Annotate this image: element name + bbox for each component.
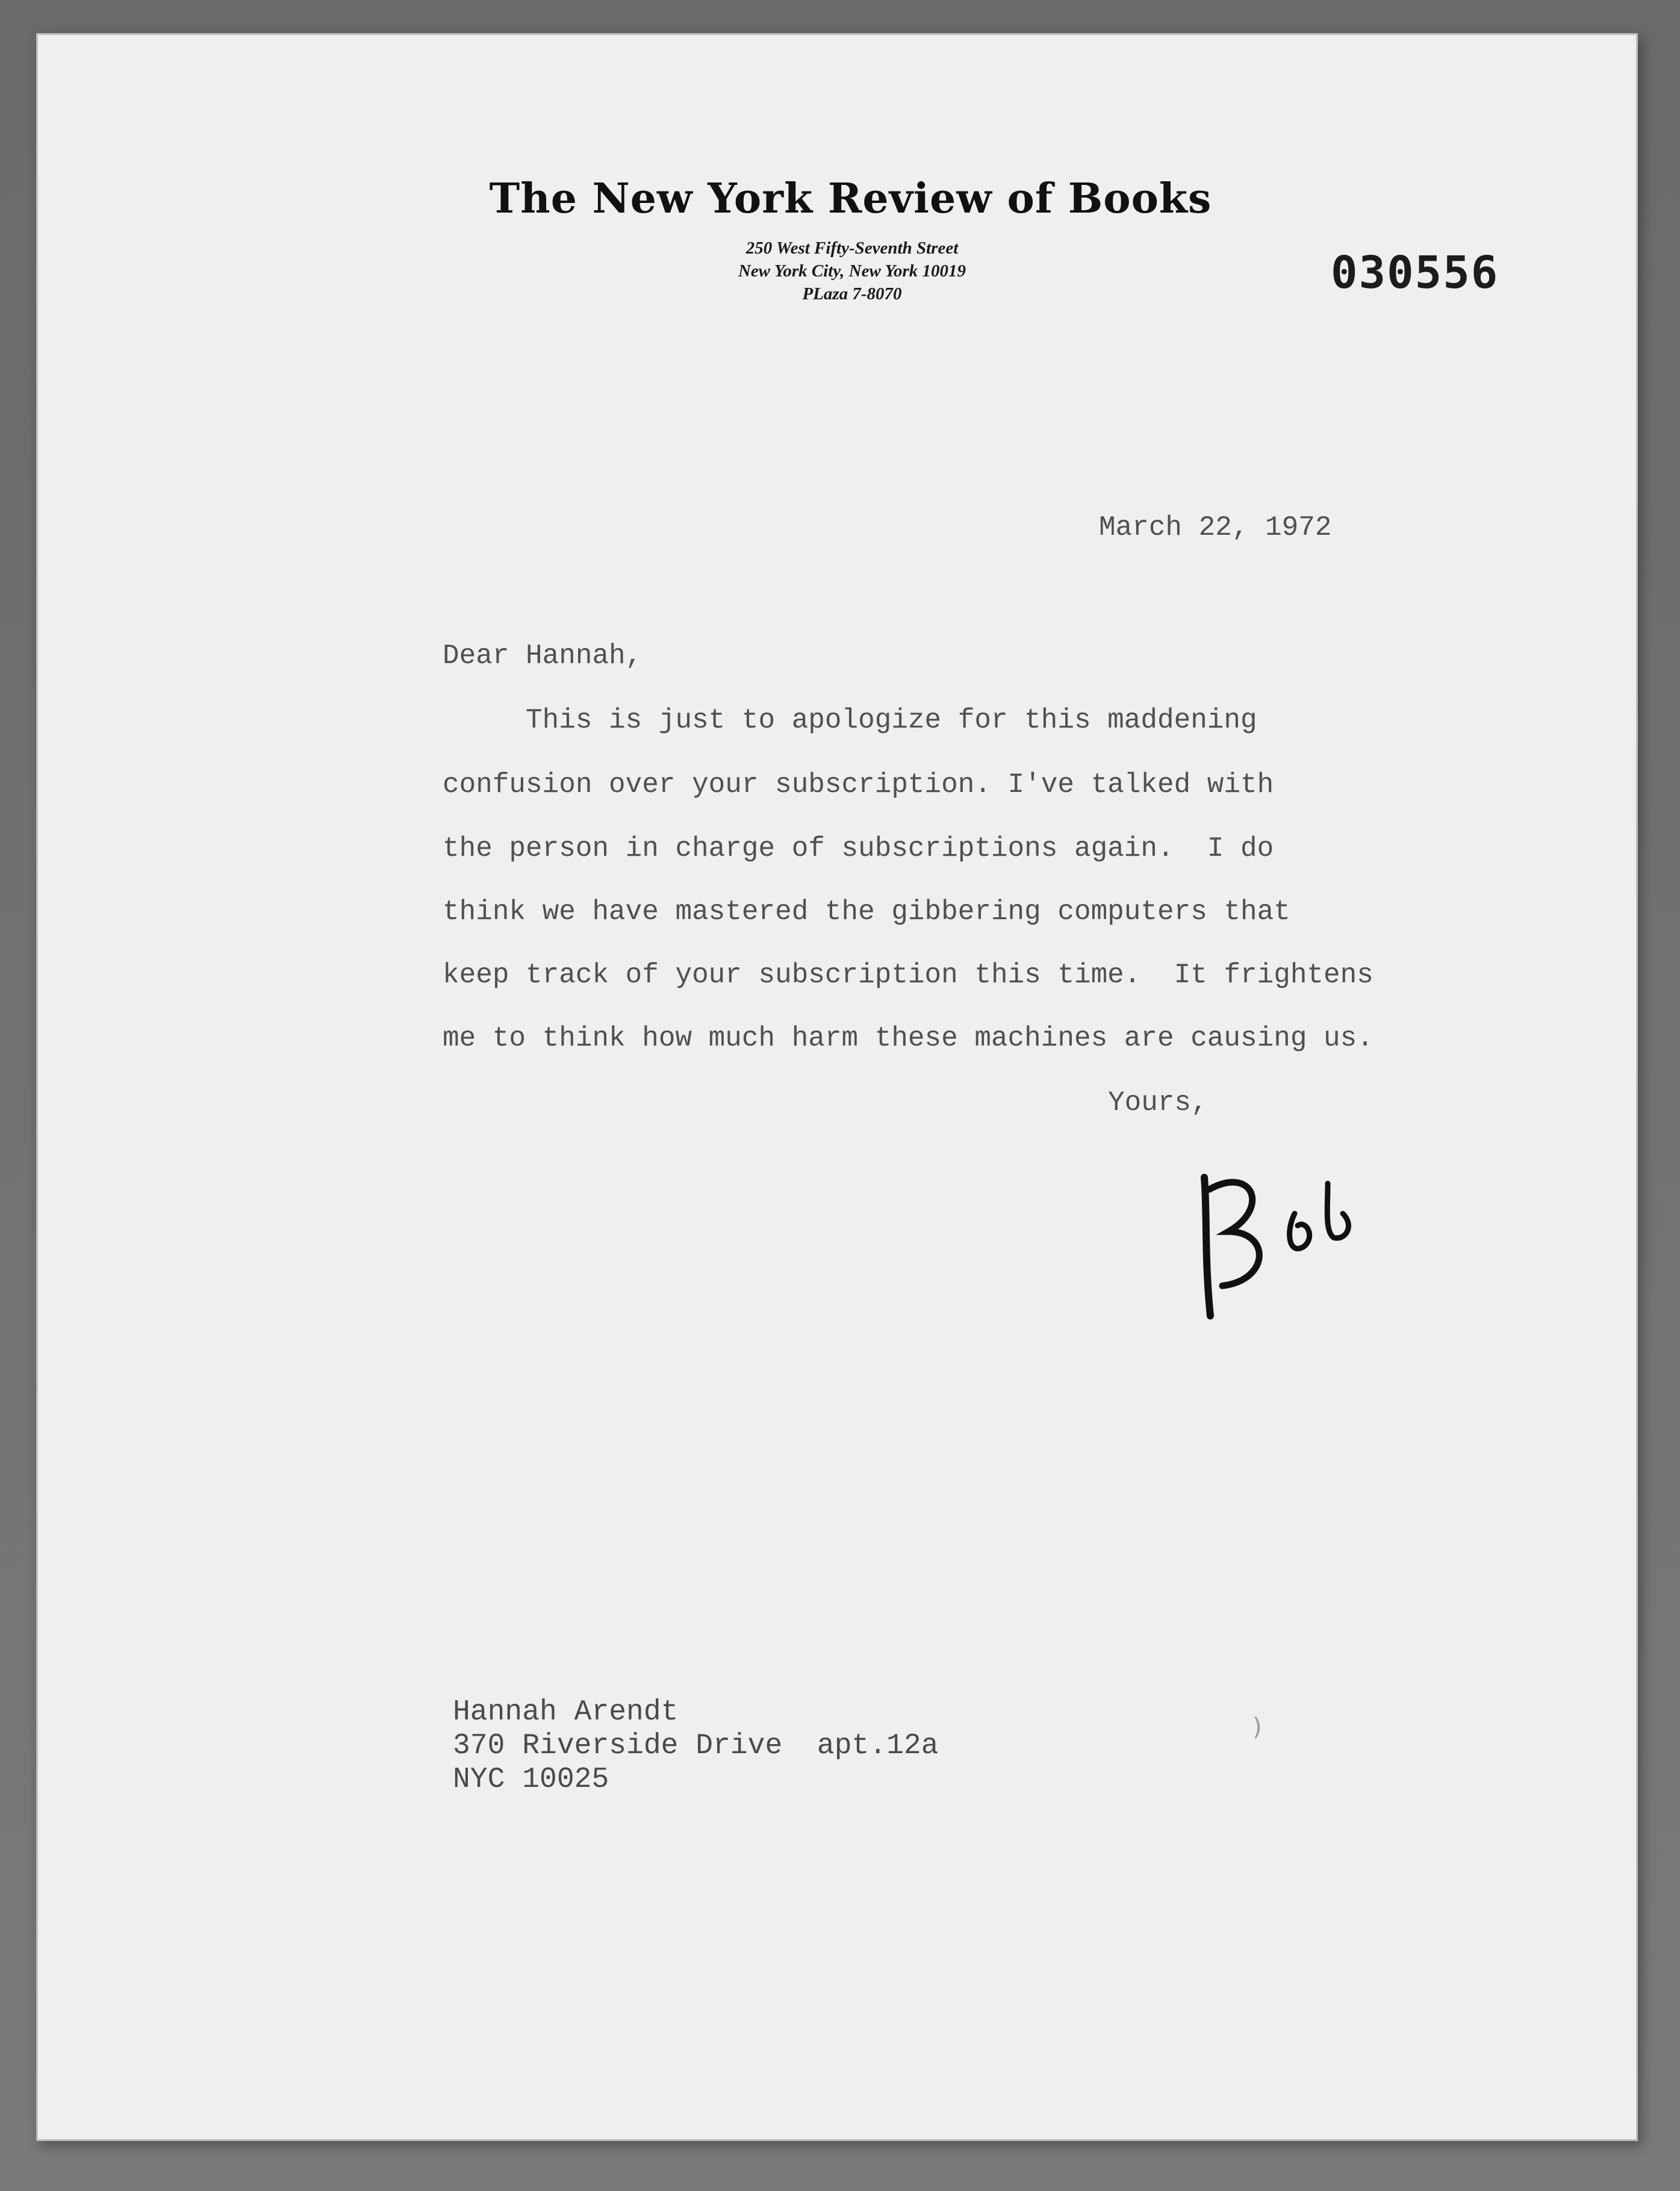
letter-date: March 22, 1972 bbox=[1099, 512, 1332, 543]
body-line: me to think how much harm these machines are causing us. bbox=[443, 1023, 1374, 1054]
body-line: the person in charge of subscriptions again. I do bbox=[443, 833, 1274, 864]
recipient-address bbox=[453, 1695, 939, 1797]
address-line: 250 West Fifty-Seventh Street bbox=[745, 238, 959, 258]
address-line: New York City, New York 10019 bbox=[738, 261, 966, 281]
document-number-stamp: 030556 bbox=[1331, 247, 1499, 299]
body-line: This is just to apologize for this maddening bbox=[443, 705, 1257, 736]
letterhead-address bbox=[683, 237, 1021, 305]
letterhead-title: The New York Review of Books bbox=[489, 175, 1212, 223]
salutation: Dear Hannah, bbox=[443, 640, 642, 672]
body-line: confusion over your subscription. I've talked with bbox=[443, 769, 1274, 800]
address-line: PLaza 7-8070 bbox=[802, 284, 902, 304]
closing: Yours, bbox=[1108, 1087, 1208, 1118]
recipient-line: 370 Riverside Drive apt.12a bbox=[453, 1730, 939, 1762]
body-line: keep track of your subscription this time. It frightens bbox=[443, 959, 1374, 991]
recipient-line: NYC 10025 bbox=[453, 1763, 609, 1796]
body-line: think we have mastered the gibbering computers that bbox=[443, 896, 1290, 927]
letter-sheet bbox=[36, 33, 1638, 2141]
recipient-line: Hannah Arendt bbox=[453, 1696, 679, 1728]
handwritten-signature bbox=[1180, 1141, 1385, 1328]
pencil-mark: ) bbox=[1252, 1713, 1262, 1741]
